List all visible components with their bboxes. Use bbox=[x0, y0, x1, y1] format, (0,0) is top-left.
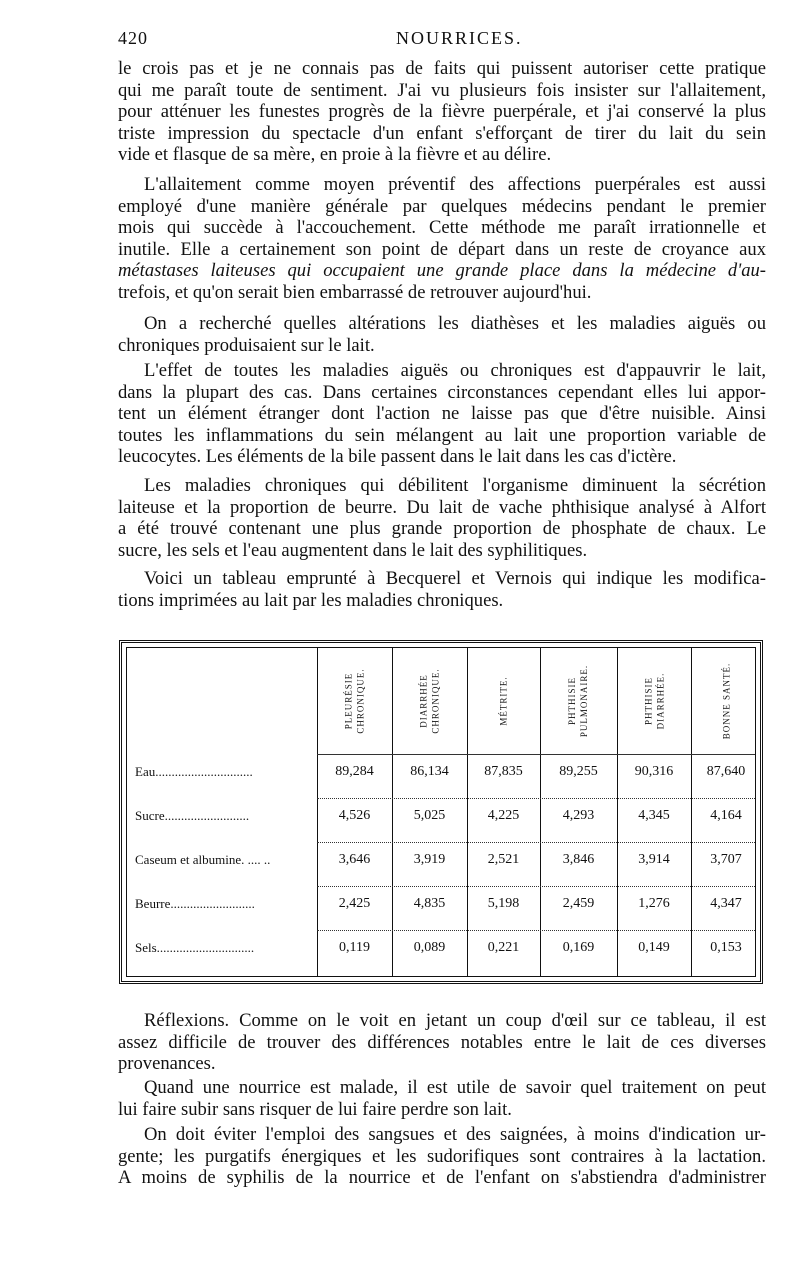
table-cell: 87,640 bbox=[706, 764, 746, 779]
table-cell: 4,347 bbox=[710, 896, 742, 911]
text-line: L'effet de toutes les maladies aiguës ou chroniques est d'appauvrir le lait, bbox=[144, 360, 766, 381]
col-header-diarrhee: DIARRHÉE CHRONIQUE. bbox=[418, 668, 441, 734]
text-line: leucocytes. Les éléments de la bile passent dans le lait dans les cas d'ictère. bbox=[118, 446, 677, 468]
table-cell: 89,255 bbox=[559, 764, 598, 779]
paragraph-3 bbox=[118, 313, 766, 356]
text-line: laiteuse et la proportion de beurre. Du lait de vache phthisique analysé à Alfort bbox=[118, 496, 766, 518]
paragraph-9 bbox=[118, 1124, 766, 1189]
row-label-beurre: Beurre.......................... bbox=[135, 896, 255, 911]
table-cell: 4,293 bbox=[562, 808, 595, 823]
text-line: lui faire subir sans risquer de lui faire perdre son lait. bbox=[118, 1098, 512, 1120]
table-cell: 4,526 bbox=[338, 808, 371, 823]
text-line: vide et flasque de sa mère, en proie à la fièvre et au délire. bbox=[118, 144, 552, 166]
table-cell: 4,225 bbox=[487, 808, 520, 823]
text-line: On doit éviter l'emploi des sangsues et des saignées, à moins d'indication ur- bbox=[144, 1124, 766, 1145]
paragraph-6 bbox=[118, 568, 766, 611]
paragraph-1 bbox=[118, 58, 766, 166]
table-row-divider bbox=[317, 930, 755, 931]
text-line: gente; les purgatifs énergiques et les sudorifiques sont contraires à la lactation. bbox=[118, 1145, 766, 1167]
table-cell: 2,459 bbox=[562, 896, 595, 911]
table-cell: 4,835 bbox=[413, 896, 446, 911]
text-line: L'allaitement comme moyen préventif des affections puerpérales est aussi bbox=[144, 174, 766, 195]
col-header-metrite: MÉTRITE. bbox=[498, 676, 509, 726]
col-header-bonne-sante: BONNE SANTÉ. bbox=[721, 662, 731, 740]
paragraph-4 bbox=[118, 360, 766, 468]
col-header-pleuresie: PLEURÉSIE CHRONIQUE. bbox=[343, 668, 366, 734]
text-line: A moins de syphilis de la nourrice et de l'enfant on s'abstiendra d'administrer bbox=[118, 1167, 766, 1189]
table-cell: 89,284 bbox=[335, 764, 374, 779]
text-line: trefois, et qu'on serait bien embarrassé de retrouver aujourd'hui. bbox=[118, 281, 592, 303]
running-title: NOURRICES. bbox=[396, 28, 523, 48]
text-line: a été trouvé contenant une plus grande proportion de phosphate de chaux. Le bbox=[118, 518, 766, 540]
table-cell: 2,425 bbox=[338, 896, 371, 911]
table-cell: 0,089 bbox=[413, 940, 446, 955]
text-line: tions imprimées au lait par les maladies chroniques. bbox=[118, 589, 504, 611]
text-line: employé d'une manière générale par quelques médecins pendant le premier bbox=[118, 195, 766, 217]
text-line: sucre, les sels et l'eau augmentent dans le lait des syphilitiques. bbox=[118, 539, 588, 561]
table-cell: 5,025 bbox=[413, 808, 446, 823]
table-cell: 87,835 bbox=[484, 764, 523, 779]
text-line: toutes les inflammations du sein mélangent au lait une proportion variable de bbox=[118, 424, 766, 446]
table-body bbox=[126, 647, 756, 977]
table-cell: 3,846 bbox=[562, 852, 595, 867]
text-line: chroniques produisaient sur le lait. bbox=[118, 334, 375, 356]
text-line: triste impression du spectacle d'un enfant s'efforçant de tirer du lait du sein bbox=[118, 122, 766, 144]
text-line: tent un élément étranger dont l'action ne laisse pas que d'être nuisible. Ainsi bbox=[118, 403, 766, 425]
table-cell: 0,119 bbox=[339, 940, 370, 955]
row-label-sucre: Sucre.......................... bbox=[135, 808, 250, 823]
table-cell: 1,276 bbox=[638, 896, 670, 911]
paragraph-reflexions bbox=[118, 1010, 766, 1075]
text-line: dans la plupart des cas. Dans certaines circonstances cependant elles lui appor- bbox=[118, 381, 766, 403]
text-line: Voici un tableau emprunté à Becquerel et Vernois qui indique les modifica- bbox=[144, 568, 766, 589]
table-cell: 0,169 bbox=[562, 940, 595, 955]
page-number: 420 bbox=[118, 28, 148, 48]
table-row-divider bbox=[317, 886, 755, 887]
table-row-divider bbox=[317, 842, 755, 843]
table-cell: 4,345 bbox=[638, 808, 670, 823]
text-line: Réflexions. Comme on le voit en jetant un coup d'œil sur ce tableau, il est bbox=[144, 1010, 766, 1031]
table-cell: 0,221 bbox=[487, 940, 520, 955]
text-line: provenances. bbox=[118, 1053, 216, 1075]
paragraph-2 bbox=[118, 174, 766, 304]
text-line: mois qui succède à l'accouchement. Cette méthode me paraît irrationnelle et bbox=[118, 217, 766, 239]
table-cell: 2,521 bbox=[487, 852, 520, 867]
paragraph-8 bbox=[118, 1077, 766, 1120]
paragraph-5 bbox=[118, 475, 766, 561]
table-cell: 3,914 bbox=[638, 852, 670, 867]
text-line: Les maladies chroniques qui débilitent l'organisme diminuent la sécrétion bbox=[144, 475, 766, 496]
table-cell: 3,707 bbox=[710, 852, 742, 867]
text-line: assez difficile de trouver des différences notables entre le lait de ces diverses bbox=[118, 1031, 766, 1053]
row-label-caseum: Caseum et albumine. .... .. bbox=[135, 852, 271, 867]
table-cell: 3,919 bbox=[413, 852, 446, 867]
table-cell: 86,134 bbox=[410, 764, 449, 779]
table-row-divider bbox=[317, 754, 755, 755]
text-line: inutile. Elle a certainement son point de départ dans un reste de croyance aux bbox=[118, 238, 766, 260]
table-cell: 0,153 bbox=[710, 940, 742, 955]
table-cell: 90,316 bbox=[634, 764, 674, 779]
col-header-phthisie-diarrhee: PHTHISIE DIARRHÉE. bbox=[643, 672, 665, 730]
milk-composition-table bbox=[119, 640, 763, 984]
text-line: On a recherché quelles altérations les diathèses et les maladies aiguës ou bbox=[144, 313, 766, 334]
col-header-phthisie-pulmonaire: PHTHISIE PULMONAIRE. bbox=[567, 664, 590, 738]
row-label-eau: Eau.............................. bbox=[135, 764, 253, 779]
text-line: qui me paraît toute de sentiment. J'ai vu plusieurs fois insister sur l'allaitement, bbox=[118, 79, 766, 101]
page-header bbox=[118, 28, 758, 54]
table-cell: 0,149 bbox=[638, 940, 670, 955]
table-cell: 3,646 bbox=[338, 852, 371, 867]
text-line: Quand une nourrice est malade, il est utile de savoir quel traitement on peut bbox=[144, 1077, 766, 1098]
text-line: le crois pas et je ne connais pas de faits qui puissent autoriser cette pratique bbox=[118, 58, 766, 79]
row-label-sels: Sels.............................. bbox=[135, 940, 255, 955]
text-line: métastases laiteuses qui occupaient une grande place dans la médecine d'au- bbox=[118, 260, 766, 282]
table-cell: 4,164 bbox=[710, 808, 742, 823]
text-line: pour atténuer les funestes progrès de la fièvre puerpérale, et j'ai conservé la plus bbox=[118, 101, 766, 123]
table-row-divider bbox=[317, 798, 755, 799]
table-cell: 5,198 bbox=[487, 896, 520, 911]
